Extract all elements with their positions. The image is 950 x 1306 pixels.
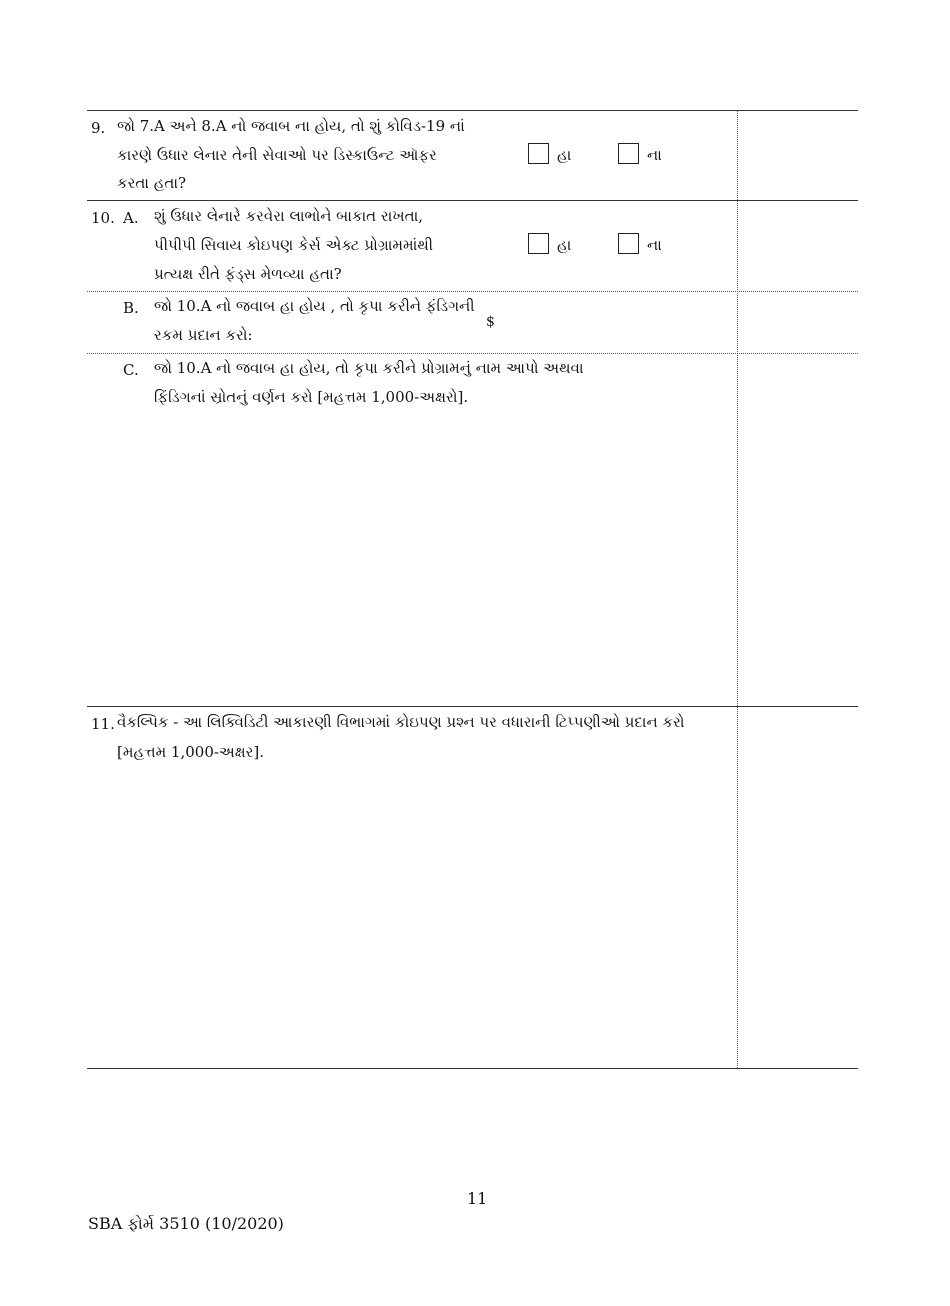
page-number: 11 <box>467 1189 488 1208</box>
q10c-line-1: જો 10.A નો જવાબ હા હોય, તો કૃપા કરીને પ્રોગ્રામનું નામ આપો અથવા <box>154 359 584 377</box>
q10a-line-2: પીપીપી સિવાય કોઇપણ કેર્સ એક્ટ પ્રોગ્રામમાંથી <box>154 236 434 254</box>
q10c-response-area[interactable] <box>88 420 736 704</box>
q9-no-label: ના <box>647 146 662 164</box>
q9-line-2: કારણે ઉધાર લેનાર તેની સેવાઓ પર ડિસ્કાઉન્ટ ઑફર <box>117 146 437 164</box>
q10-number: 10. <box>91 209 115 227</box>
q9-yes-checkbox[interactable] <box>528 143 549 164</box>
q10a-letter: A. <box>123 209 139 227</box>
q10a-yes-label: હા <box>557 236 572 254</box>
q10a-line-3: પ્રત્યક્ષ રીતે ફંડ્સ મેળવ્યા હતા? <box>154 265 342 283</box>
form-label: SBA ફોર્મ 3510 (10/2020) <box>88 1214 284 1233</box>
q10a-line-1: શું ઉધાર લેનારે કરવેરા લાભોને બાકાત રાખતા, <box>154 207 424 225</box>
table-bottom-border <box>87 1068 858 1069</box>
q10b-line-1: જો 10.A નો જવાબ હા હોય , તો કૃપા કરીને ફંડિગની <box>154 297 475 315</box>
q10a-no-checkbox[interactable] <box>618 233 639 254</box>
q10c-letter: C. <box>123 361 139 379</box>
q9-line-3: કરતા હતા? <box>117 174 187 192</box>
q10b-bottom-divider <box>87 353 858 354</box>
q11-line-2: [મહત્તમ 1,000-અક્ષર]. <box>117 743 265 761</box>
q10-bottom-border <box>87 706 858 707</box>
q11-line-1: વૈકલ્પિક - આ લિક્વિડિટી આકારણી વિભાગમાં કોઇપણ પ્રશ્ન પર વધારાની ટિપ્પણીઓ પ્રદાન કરો <box>117 713 685 731</box>
q9-line-1: જો 7.A અને 8.A નો જવાબ ના હોય, તો શું કોવિડ-19 નાં <box>117 117 465 135</box>
q9-yes-label: હા <box>557 146 572 164</box>
q11-response-area[interactable] <box>88 775 736 1065</box>
q11-number: 11. <box>91 715 115 733</box>
right-column-divider <box>737 110 738 1068</box>
q10b-currency-symbol: $ <box>486 314 495 330</box>
q10a-yes-checkbox[interactable] <box>528 233 549 254</box>
q9-number: 9. <box>91 119 106 137</box>
q9-no-checkbox[interactable] <box>618 143 639 164</box>
q10b-line-2: રકમ પ્રદાન કરો: <box>154 326 253 344</box>
q10c-line-2: ફિંડિગનાં સ્રોતનું વર્ણન કરો [મહત્તમ 1,000-અક્ષરો]. <box>154 388 469 406</box>
q10a-no-label: ના <box>647 236 662 254</box>
q10b-letter: B. <box>123 299 139 317</box>
q10a-bottom-divider <box>87 291 858 292</box>
table-top-border <box>87 110 858 111</box>
q9-bottom-border <box>87 200 858 201</box>
